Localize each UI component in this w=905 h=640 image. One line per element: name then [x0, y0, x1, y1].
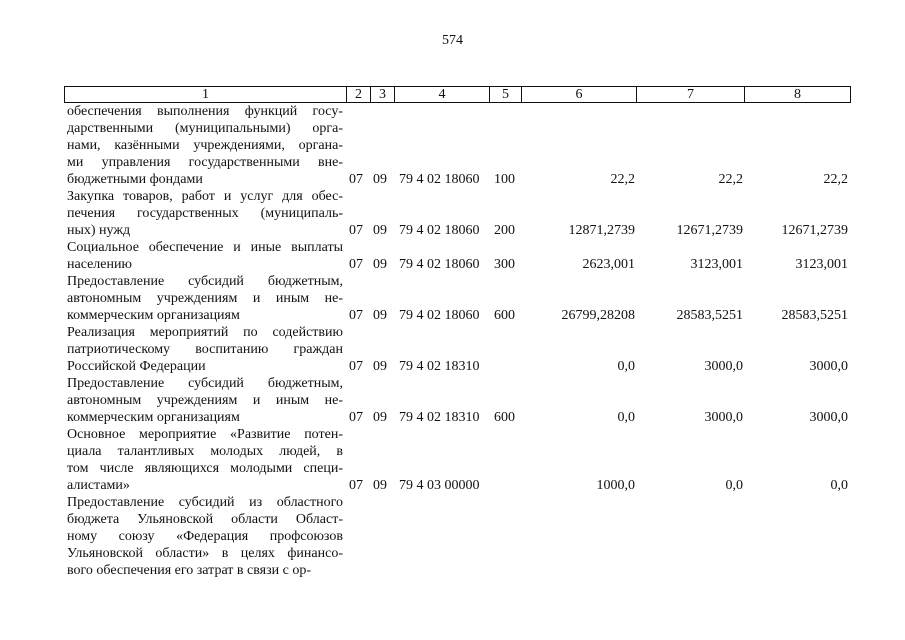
- cell-c7: 22,2: [718, 172, 743, 187]
- description-line: автономным учреждениям и иным не-: [67, 393, 343, 408]
- description-line: бюджетными фондами: [67, 172, 203, 187]
- description-line: Закупка товаров, работ и услуг для обес-: [67, 189, 343, 204]
- description-line: бюджета Ульяновской области Област-: [67, 512, 343, 527]
- cell-c3: 09: [373, 223, 387, 238]
- header-col-6: 6: [521, 86, 637, 103]
- header-col-8: 8: [744, 86, 851, 103]
- row-description: [67, 324, 343, 375]
- cell-c5: 600: [494, 308, 515, 323]
- cell-c7: 3123,001: [690, 257, 743, 272]
- row-description: [67, 188, 343, 239]
- cell-c2: 07: [349, 172, 363, 187]
- cell-c2: 07: [349, 410, 363, 425]
- header-col-4: 4: [394, 86, 490, 103]
- header-col-2: 2: [346, 86, 371, 103]
- header-col-7: 7: [636, 86, 745, 103]
- cell-c5: 100: [494, 172, 515, 187]
- cell-c2: 07: [349, 359, 363, 374]
- description-line: алистами»: [67, 478, 130, 493]
- description-line: коммерческим организациям: [67, 308, 240, 323]
- row-description: [67, 494, 343, 579]
- description-line: обеспечения выполнения функций госу-: [67, 104, 343, 119]
- cell-c3: 09: [373, 410, 387, 425]
- row-description: [67, 426, 343, 494]
- table-header: [64, 86, 851, 103]
- cell-c4: 79 4 02 18310: [399, 359, 480, 374]
- cell-c7: 0,0: [725, 478, 743, 493]
- row-description: [67, 375, 343, 426]
- description-line: Предоставление субсидий бюджетным,: [67, 376, 343, 391]
- cell-c4: 79 4 02 18310: [399, 410, 480, 425]
- description-line: Предоставление субсидий бюджетным,: [67, 274, 343, 289]
- cell-c3: 09: [373, 172, 387, 187]
- cell-c4: 79 4 03 00000: [399, 478, 480, 493]
- cell-c7: 3000,0: [704, 359, 743, 374]
- description-line: Основное мероприятие «Развитие потен-: [67, 427, 343, 442]
- cell-c4: 79 4 02 18060: [399, 223, 480, 238]
- cell-c6: 2623,001: [582, 257, 635, 272]
- description-line: печения государственных (муниципаль-: [67, 206, 343, 221]
- description-line: ми управления государственными вне-: [67, 155, 343, 170]
- cell-c4: 79 4 02 18060: [399, 172, 480, 187]
- description-line: циала талантливых молодых людей, в: [67, 444, 343, 459]
- description-line: Ульяновской области» в целях финансо-: [67, 546, 343, 561]
- cell-c8: 12671,2739: [781, 223, 848, 238]
- cell-c6: 12871,2739: [568, 223, 635, 238]
- description-line: Предоставление субсидий из областного: [67, 495, 343, 510]
- description-line: вого обеспечения его затрат в связи с ор-: [67, 563, 311, 578]
- description-line: коммерческим организациям: [67, 410, 240, 425]
- cell-c2: 07: [349, 223, 363, 238]
- page-number: 574: [442, 33, 463, 48]
- cell-c5: 200: [494, 223, 515, 238]
- cell-c5: 600: [494, 410, 515, 425]
- row-description: [67, 273, 343, 324]
- cell-c7: 12671,2739: [676, 223, 743, 238]
- description-line: нами, казёнными учреждениями, органа-: [67, 138, 343, 153]
- cell-c7: 3000,0: [704, 410, 743, 425]
- cell-c3: 09: [373, 257, 387, 272]
- cell-c3: 09: [373, 359, 387, 374]
- description-line: ному союзу «Федерация профсоюзов: [67, 529, 343, 544]
- description-line: Социальное обеспечение и иные выплаты: [67, 240, 343, 255]
- cell-c6: 0,0: [617, 410, 635, 425]
- cell-c3: 09: [373, 478, 387, 493]
- cell-c8: 0,0: [830, 478, 848, 493]
- description-line: том числе являющихся молодыми специ-: [67, 461, 343, 476]
- cell-c6: 0,0: [617, 359, 635, 374]
- description-line: дарственными (муниципальными) орга-: [67, 121, 343, 136]
- cell-c4: 79 4 02 18060: [399, 257, 480, 272]
- row-description: [67, 103, 343, 188]
- description-line: Реализация мероприятий по содействию: [67, 325, 343, 340]
- description-line: патриотическому воспитанию граждан: [67, 342, 343, 357]
- cell-c5: 300: [494, 257, 515, 272]
- cell-c8: 3123,001: [795, 257, 848, 272]
- cell-c7: 28583,5251: [676, 308, 743, 323]
- cell-c6: 26799,28208: [561, 308, 635, 323]
- row-description: [67, 239, 343, 273]
- cell-c2: 07: [349, 478, 363, 493]
- cell-c6: 1000,0: [596, 478, 635, 493]
- description-line: автономным учреждениям и иным не-: [67, 291, 343, 306]
- cell-c2: 07: [349, 257, 363, 272]
- header-col-3: 3: [370, 86, 395, 103]
- cell-c2: 07: [349, 308, 363, 323]
- cell-c8: 22,2: [823, 172, 848, 187]
- cell-c4: 79 4 02 18060: [399, 308, 480, 323]
- description-line: ных) нужд: [67, 223, 131, 238]
- cell-c3: 09: [373, 308, 387, 323]
- description-line: населению: [67, 257, 132, 272]
- cell-c8: 28583,5251: [781, 308, 848, 323]
- cell-c8: 3000,0: [809, 410, 848, 425]
- description-line: Российской Федерации: [67, 359, 206, 374]
- header-col-5: 5: [489, 86, 522, 103]
- cell-c6: 22,2: [610, 172, 635, 187]
- cell-c8: 3000,0: [809, 359, 848, 374]
- header-col-1: 1: [64, 86, 347, 103]
